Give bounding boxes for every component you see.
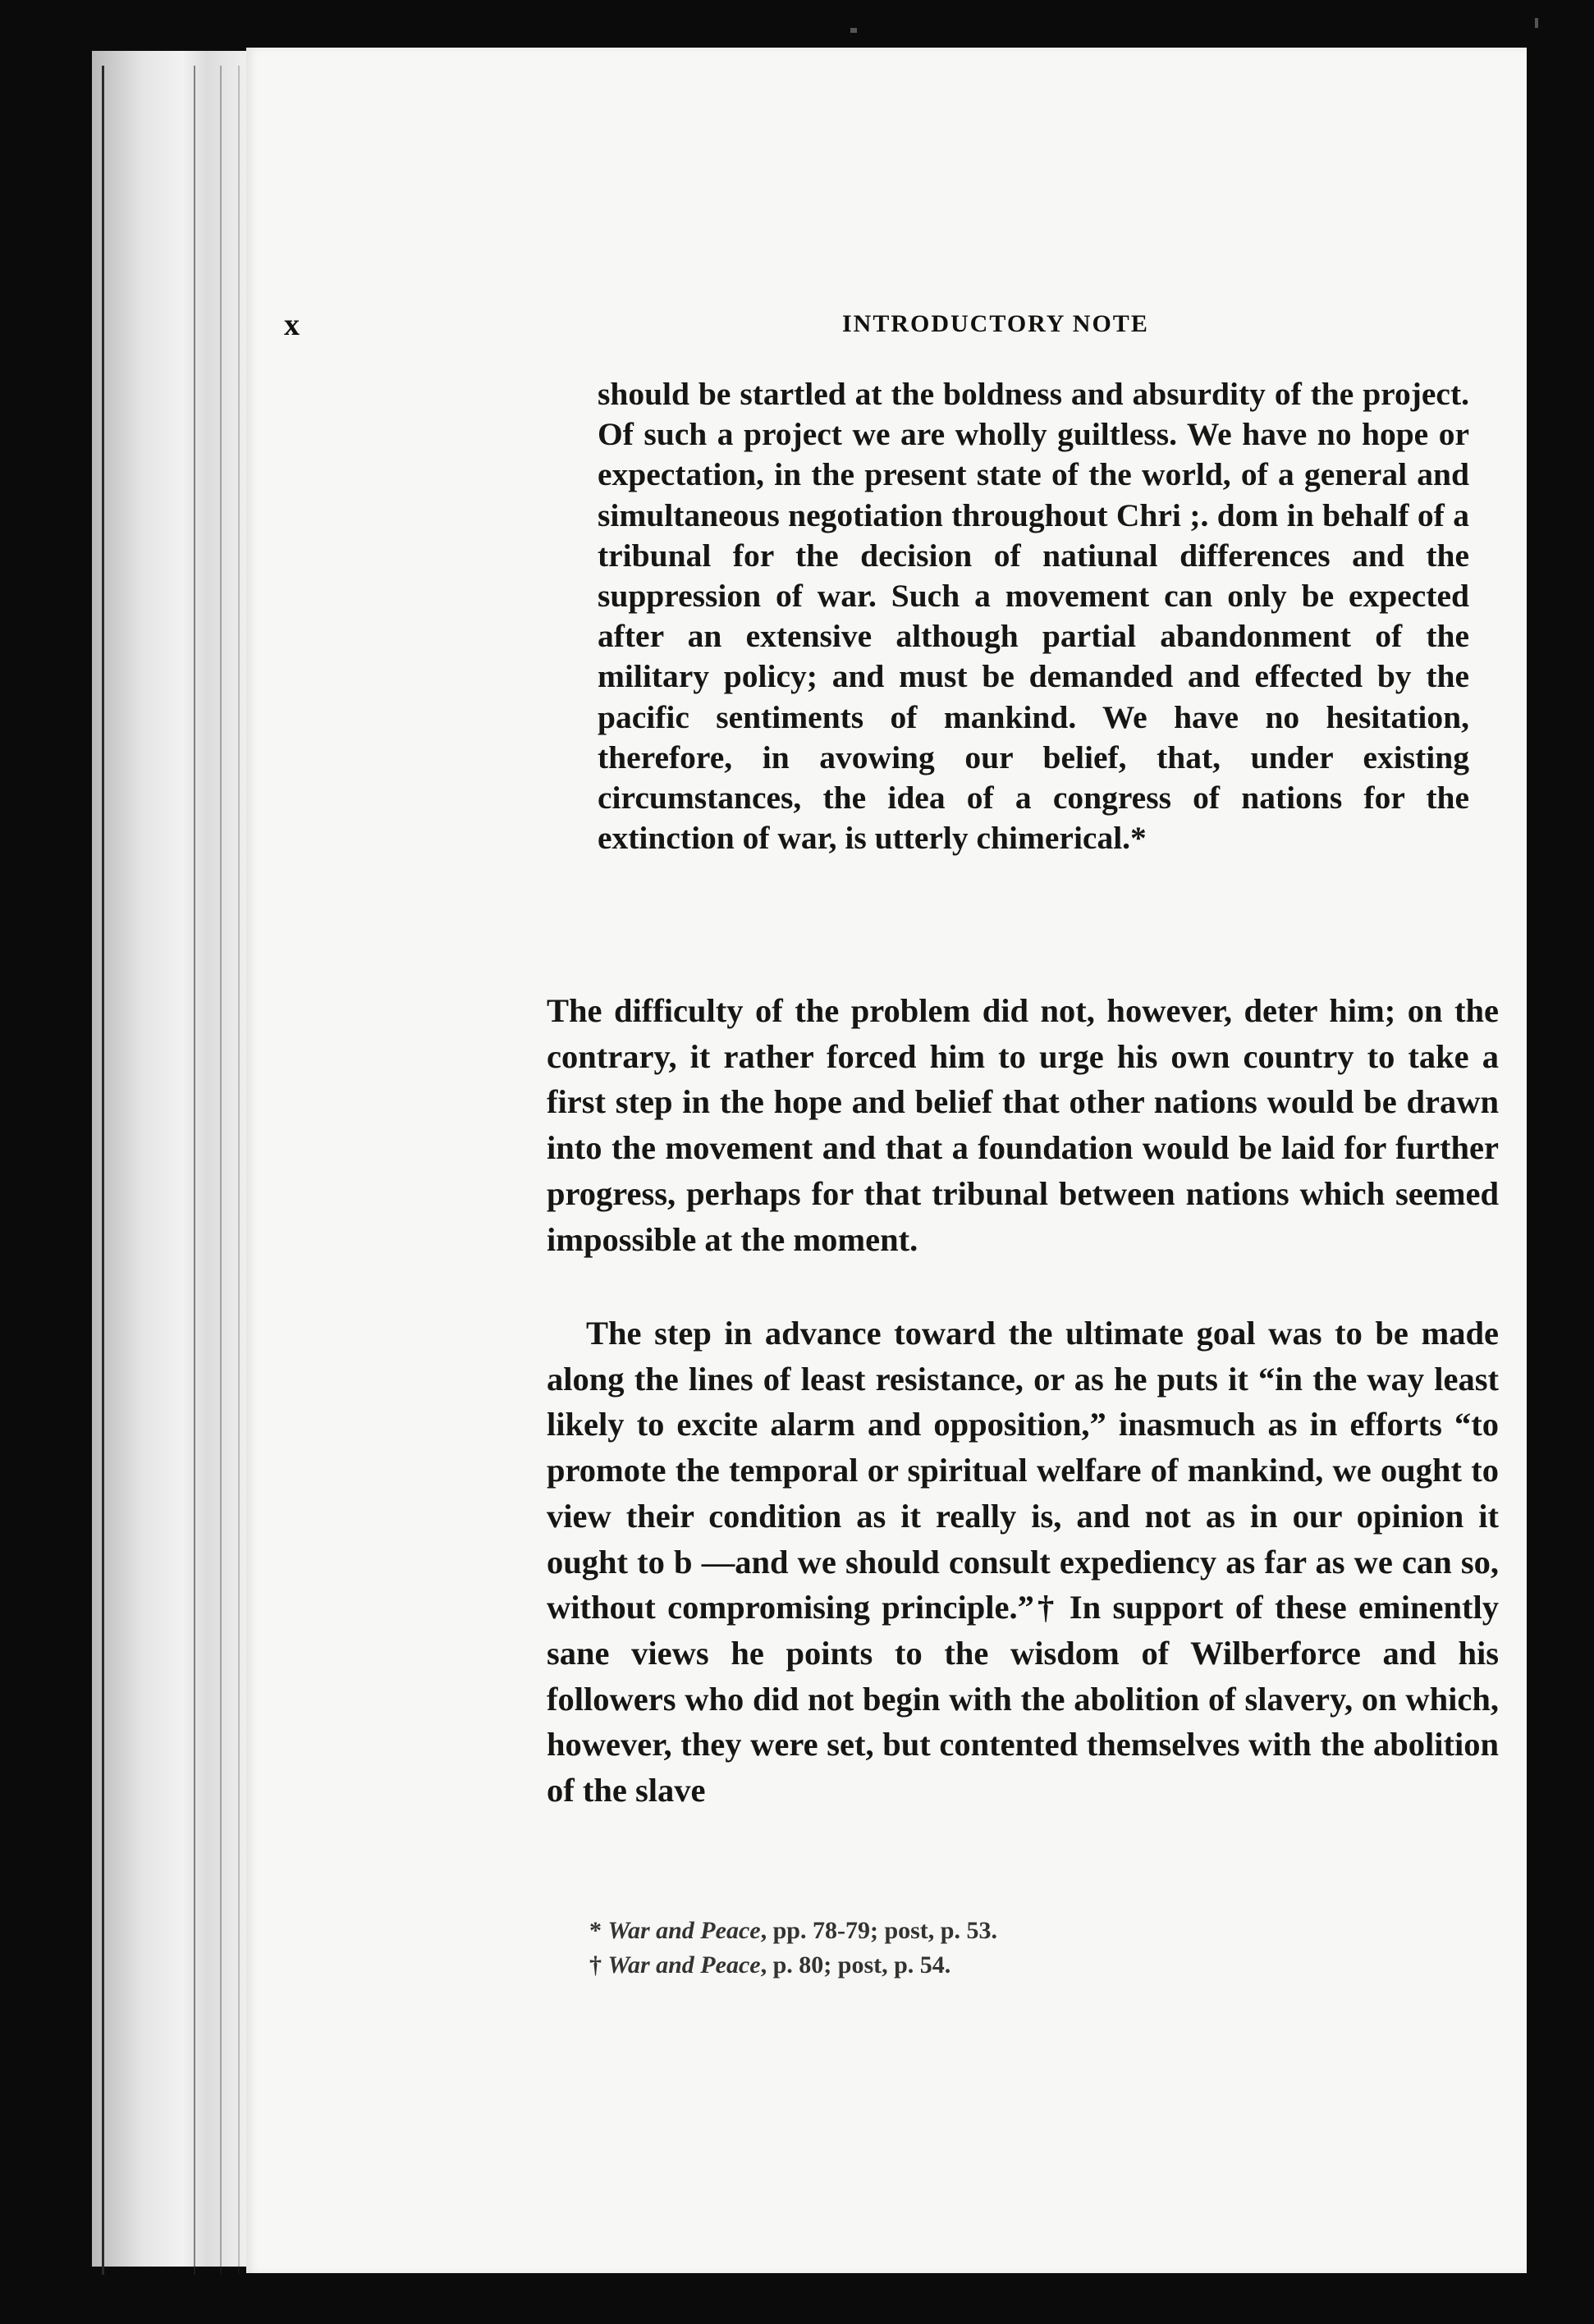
page-number: x [284,308,300,342]
paragraph-text-wrap [547,1311,1499,1814]
page-edge-line [220,66,222,2275]
book-page-edges [92,51,256,2267]
footnote-title: War and Peace [607,1917,761,1944]
page-edge-line [194,66,195,2275]
footnotes [589,1914,997,1983]
paragraph-text: The difficulty of the problem did not, however, deter him; on the contrary, it rather forced him to urge his own country to take a first step in the hope and belief that other nations would be drawn into the movement and that a foundation would be laid for further progress, perhaps for that tribunal between nations which seemed impossible at the moment. [547,992,1499,1258]
paragraph-text: The step in advance toward the ultimate goal was to be made along the lines of least resistance, or as he puts it “in the way least likely to excite alarm and opposition,” inasmuch as in efforts “to promote the temporal or spiritual welfare of mankind, we ought to view their condition as it really is, and not as in our opinion it ought to b —and we should consult expediency as far as we can so, without compromising principle.”† In support of these eminently sane views he points to the wisdom of Wilberforce and his followers who did not begin with the abolition of slavery, on which, however, they were set, but contented themselves with the abolition of the slave [547,1315,1499,1809]
footnote [589,1914,997,1948]
page-header [284,307,1162,356]
footnote-reference: , pp. 78-79; post, p. 53. [760,1917,997,1944]
footnote [589,1948,997,1983]
block-quote-text: should be startled at the boldness and absurdity of the project. Of such a project we are wholly guiltless. We have no hope or expectation, in the present state of the world, of a general and simultaneous negotiation throughout Chri ;. dom in behalf of a tribunal for the decision of natiunal differences and the suppression of war. Such a movement can only be expected after an extensive although partial abandonment of the military policy; and must be demanded and effected by the pacific sentiments of mankind. We have no hesitation, therefore, in avowing our belief, that, under existing circumstances, the idea of a congress of nations for the extinction of war, is utterly chimerical.* [598,376,1469,857]
scan-speck [850,28,857,33]
footnote-mark: † [589,1951,602,1979]
footnote-reference: , p. 80; post, p. 54. [760,1951,951,1979]
footnote-mark: * [589,1917,602,1944]
body-paragraph-1 [547,988,1499,1262]
running-head: INTRODUCTORY NOTE [842,310,1149,337]
scan-speck [1535,18,1538,28]
body-paragraph-2 [547,1311,1499,1814]
page-edge-line [102,66,104,2275]
block-quote [598,374,1469,858]
page-edge-line [238,66,240,2275]
footnote-title: War and Peace [607,1951,761,1979]
